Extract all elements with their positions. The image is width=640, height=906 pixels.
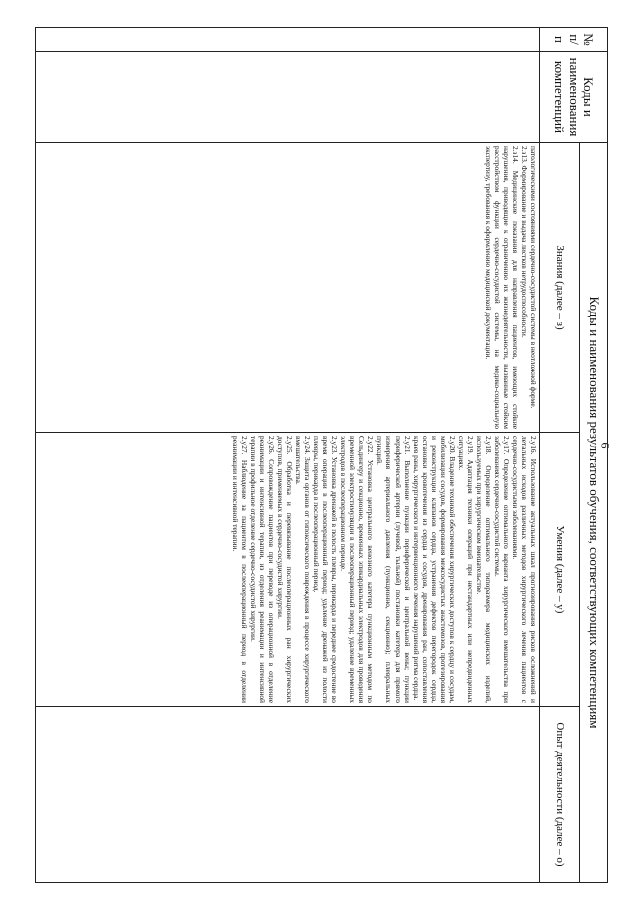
header-knowledge: Знания (далее – з) (540, 143, 580, 433)
cell-skills (36, 433, 540, 707)
header-group-title: Коды и наименования результатов обучения, соответствующих компетенциям (580, 143, 608, 883)
skill-item: 2.у16. Использование актуальных шкал прогнозирования рисков осложнений и летальных исходов различных методов хирургического лечения пациентов с сердечно-сосудистыми заболеваниями. (510, 436, 538, 703)
header-experience: Опыт деятельности (далее – о) (540, 707, 580, 883)
cell-experience (36, 707, 540, 883)
knowledge-item: 2.з13. Формирование и выдача листков нетрудоспособности. (519, 146, 529, 338)
skill-item: 2.у21. Выполнение пункции периферической и центральной вены; пункции периферической артерии (лучевой, тыльной) постановки катетера для прямого измерения артериального давления (пункционно, секционно); плевральных пункций. (375, 436, 412, 703)
skill-item: 2.у20. Владение техникой обеспечения хирургических доступов к сердцу и сосудам, мобилизации сосудов, формирования межсосудистых анастомозов, протезирования и реконструкции клапанов сердца, устранения дефектов перегородок сердца, остановки кровотечения из сердца и сосудов, дренирования ран, сопоставления краев раны, хирургического и интервенционного лечения нарушений ритма сердца. (411, 436, 457, 703)
header-codes: Коды и наименования компетенций (540, 52, 608, 143)
header-skills: Умения (далее – у) (540, 433, 580, 707)
skill-item: 2.у27. Наблюдение за пациентом в послеоперационный период в отделении реанимации и интенсивной терапии. (230, 436, 249, 703)
cell-knowledge (36, 143, 540, 433)
skill-item: 2.у25. Обработка и перевязывание послеоперационных ран хирургических доступов, применяемых в сердечно-сосудистой хирургии. (276, 436, 295, 703)
skill-item: 2.у17. Определение оптимального варианта хирургического вмешательства при заболеваниях сердечно-сосудистой системы. (492, 436, 511, 703)
page-number: 6 (598, 442, 613, 449)
knowledge-item: 2.з14. Медицинские показания для направления пациентов, имеющих стойкие нарушения, приводящие к ограничению их жизнедеятельности, вызванные стойким расстройством функции сердечно-сосудистой системы, на медико-социальную экспертизу, требования к оформлению медицинской документации. (483, 146, 520, 429)
skill-item: 2.у23. Установка дренажей в полость плевры, перикарда и переднее средостение во время операции в послеоперационный период; удаление дренажей из полости плевры, перикарда в послеоперационный период. (312, 436, 340, 703)
skill-item: 2.у18. Определение оптимального типоразмера медицинских изделий, используемых при хирургическом вмешательстве. (474, 436, 493, 703)
header-number: № п/п (540, 28, 608, 52)
skill-item: 2.у24. Защита органов от гипоксического повреждения в процессе хирургического вмешательства. (294, 436, 313, 703)
competency-table (35, 27, 608, 883)
knowledge-item: патологическими состояниями сердечно-сосудистой системы в неотложной форме. (529, 146, 538, 409)
skill-item: 2.у19. Адаптация техники операций при нестандартных или непредвиденных ситуациях. (456, 436, 475, 703)
skill-item: 2.у22. Установка центрального венозного катетера пункционным методом по Сельдингеру и секционно, временных эпикардиальных электродов для проведения временной электростимуляции в послеоперационный период; удаление временных электродов в послеоперационном периоде. (339, 436, 376, 703)
skill-item: 2.у26. Сопровождение пациентов при переводе из операционной в отделение реанимации и интенсивной терапии, из отделения реанимации и интенсивной терапии в профильное отделение сердечно-сосудистой хирургии. (249, 436, 277, 703)
cell-codes (36, 52, 540, 143)
cell-number (36, 28, 540, 52)
